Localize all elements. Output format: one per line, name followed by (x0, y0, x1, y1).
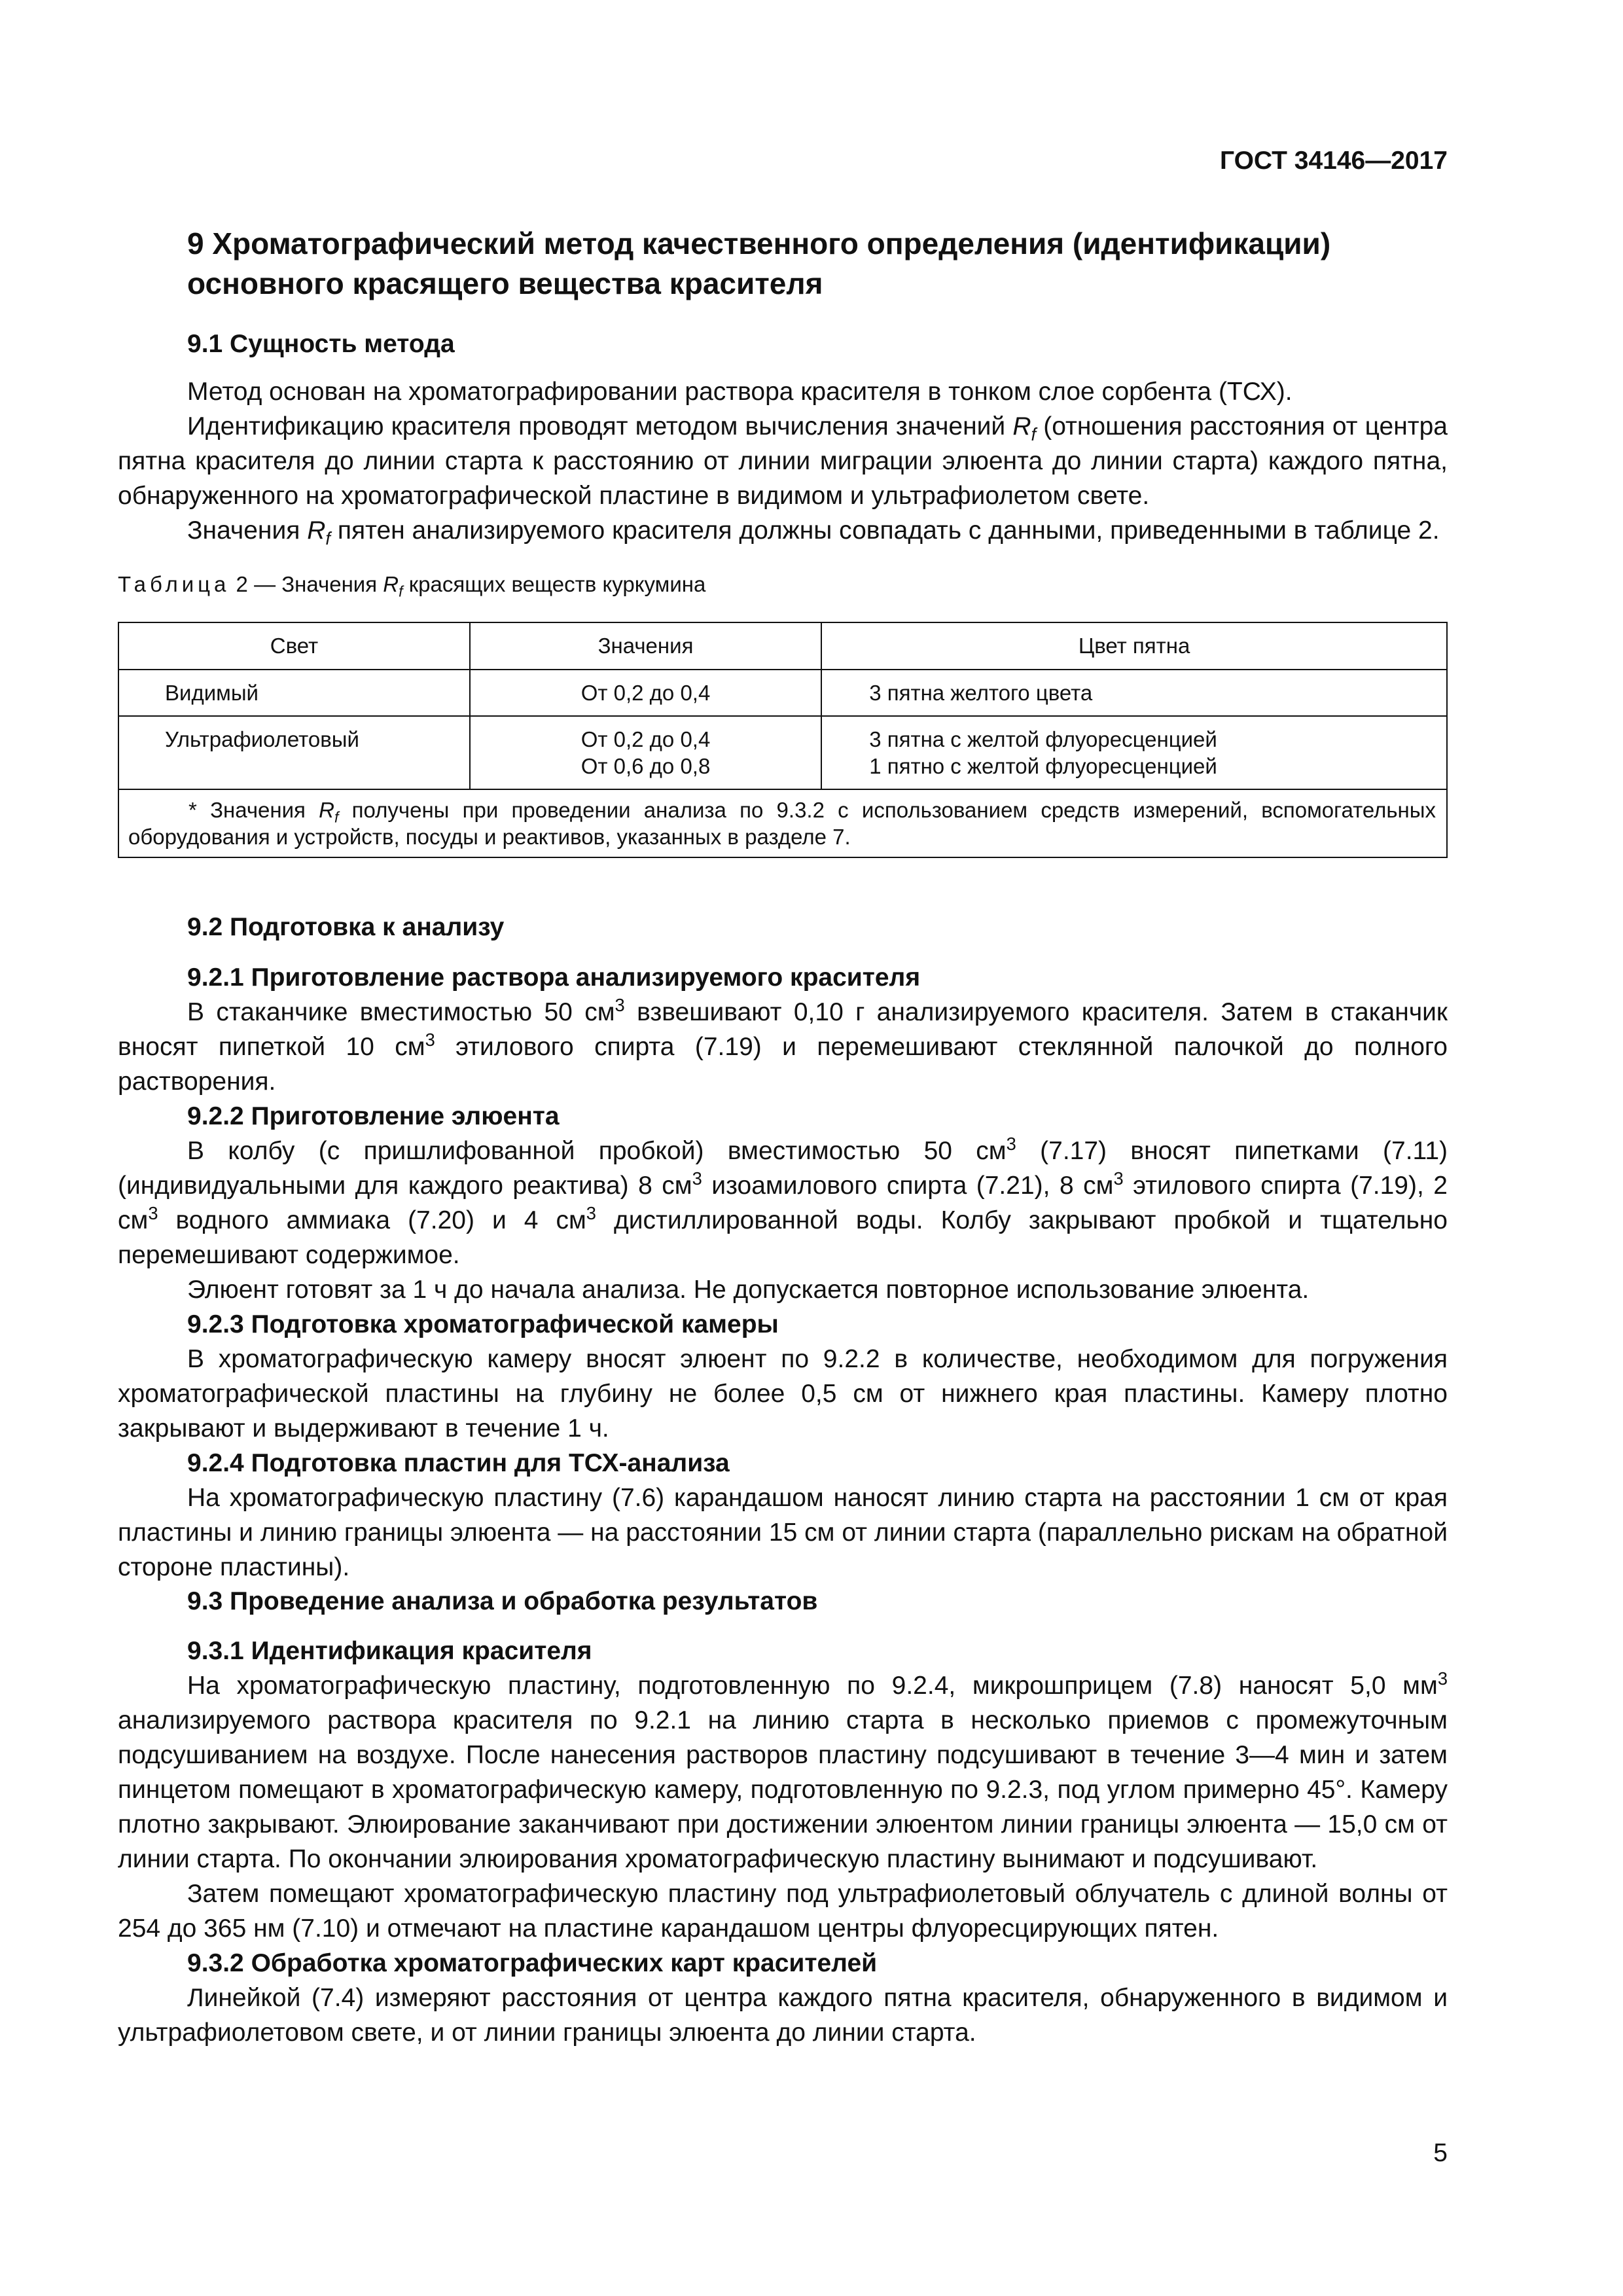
paragraph: Линейкой (7.4) измеряют расстояния от центра каждого пятна красителя, обнаруженного в видимом и ультрафиолетовом свете, и от линии границы элюента до линии старта. (118, 1984, 1448, 2047)
page-number: 5 (1433, 2139, 1448, 2167)
table-cell: 3 пятна с желтой флуоресценцией 1 пятно с желтой флуоресценцией (821, 716, 1447, 789)
table-caption: Таблица 2 — Значения $R_f$ красящих веществ куркумина (118, 572, 706, 600)
paragraph: Элюент готовят за 1 ч до начала анализа. Не допускается повторное использование элюента. (187, 1276, 1310, 1304)
table-cell: 3 пятна желтого цвета (821, 670, 1447, 716)
section-9-2-body (118, 960, 1448, 1585)
table-cell: От 0,2 до 0,4 (470, 670, 821, 716)
rf-symbol: $R_f$ (307, 516, 330, 548)
subsection-title: 9.1 Сущность метода (187, 330, 455, 358)
table-cell: Видимый (118, 670, 470, 716)
paragraph: На хроматографическую пластину, подготовленную по 9.2.4, микрошприцем (7.8) наносят 5,0 $мм^3$ анализируемого раствора красителя по 9.2.1 на линию старта в несколько приемов с промежуточным подсушиванием на воздухе. После нанесения растворов пластину подсушивают в течение 3—4 мин и затем пинцетом помещают в хроматографическую камеру, подготовленную по 9.2.3, под углом примерно 45°. Камеру плотно закрывают. Элюирование заканчивают при достижении элюентом линии границы элюента — 15,0 см от линии старта. По окончании элюирования хроматографическую пластину вынимают и подсушивают. (118, 1668, 1448, 1873)
subsection-title: 9.2.2 Приготовление элюента (187, 1102, 560, 1130)
paragraph: Метод основан на хроматографировании раствора красителя в тонком слое сорбента (ТСХ). (187, 378, 1293, 406)
paragraph: В колбу (с пришлифованной пробкой) вместимостью 50 $см^3$ (7.17) вносят пипетками (7.11) (индивидуальными для каждого реактива) 8 $см^3$ изоамилового спирта (7.21), 8 $см^3$ этилового спирта (7.19), 2 $см^3$ водного аммиака (7.20) и 4 $см^3$ дистиллированной воды. Колбу закрывают пробкой и тщательно перемешивают содержимое. (118, 1134, 1448, 1269)
paragraph: В хроматографическую камеру вносят элюент по 9.2.2 в количестве, необходимом для погружения хроматографической пластины на глубину не более 0,5 см от нижнего края пластины. Камеру плотно закрывают и выдерживают в течение 1 ч. (118, 1345, 1448, 1443)
section-9-2 (118, 910, 1448, 944)
subsection-title: 9.2.3 Подготовка хроматографической камеры (187, 1310, 779, 1338)
section-9-3 (118, 1584, 1448, 1619)
paragraph: Идентификацию красителя проводят методом вычисления значений $R_f$ (отношения расстояния от центра пятна красителя до линии старта к расстоянию от линии миграции элюента до линии старта) каждого пятна, обнаруженного на хроматографической пластине в видимом и ультрафиолетом свете. (118, 412, 1448, 510)
section-9-1-body (118, 374, 1448, 548)
paragraph: Затем помещают хроматографическую пластину под ультрафиолетовый облучатель с длиной волны от 254 до 365 нм (7.10) и отмечают на пластине карандашом центры флуоресцирующих пятен. (118, 1880, 1448, 1943)
table-note-row (118, 789, 1447, 857)
document-page (118, 0, 1448, 2296)
section-9-1 (118, 326, 1448, 363)
column-header: Значения (470, 622, 821, 670)
section-title: 9 Хроматографический метод качественного определения (идентификации) основного красящего вещества красителя (187, 226, 1331, 300)
subsection-title: 9.3 Проведение анализа и обработка результатов (187, 1587, 818, 1615)
subsection-title: 9.2.1 Приготовление раствора анализируемого красителя (187, 963, 921, 992)
paragraph: В стаканчике вместимостью 50 $см^3$ взвешивают 0,10 г анализируемого красителя. Затем в стаканчик вносят пипеткой 10 $см^3$ этилового спирта (7.19) и перемешивают стеклянной палочкой до полного растворения. (118, 995, 1448, 1096)
column-header: Цвет пятна (821, 622, 1447, 670)
rf-symbol: $R_f$ (1012, 412, 1037, 444)
table-row (118, 716, 1447, 789)
table-cell: Ультрафиолетовый (118, 716, 470, 789)
table-header-row (118, 622, 1447, 670)
table-row (118, 670, 1447, 716)
subsection-title: 9.2 Подготовка к анализу (187, 913, 505, 941)
section-9-3-body (118, 1634, 1448, 2050)
subsection-title: 9.3.1 Идентификация красителя (187, 1637, 592, 1665)
document-number: ГОСТ 34146—2017 (1220, 147, 1448, 175)
subsection-title: 9.2.4 Подготовка пластин для ТСХ-анализа (187, 1449, 730, 1477)
column-header: Свет (118, 622, 470, 670)
table-cell: От 0,2 до 0,4 От 0,6 до 0,8 (470, 716, 821, 789)
subsection-title: 9.3.2 Обработка хроматографических карт красителей (187, 1949, 878, 1977)
rf-values-table (118, 622, 1448, 858)
paragraph: Значения $R_f$ пятен анализируемого красителя должны совпадать с данными, приведенными в таблице 2. (187, 516, 1440, 548)
paragraph: На хроматографическую пластину (7.6) карандашом наносят линию старта на расстоянии 1 см от края пластины и линию границы элюента — на расстоянии 15 см от линии старта (параллельно рискам на обратной стороне пластины). (118, 1484, 1448, 1581)
table-note: * Значения $R_f$ получены при проведении анализа по 9.3.2 с использованием средств измерений, вспомогательных оборудования и устройств, посуды и реактивов, указанных в разделе 7. (118, 789, 1447, 857)
